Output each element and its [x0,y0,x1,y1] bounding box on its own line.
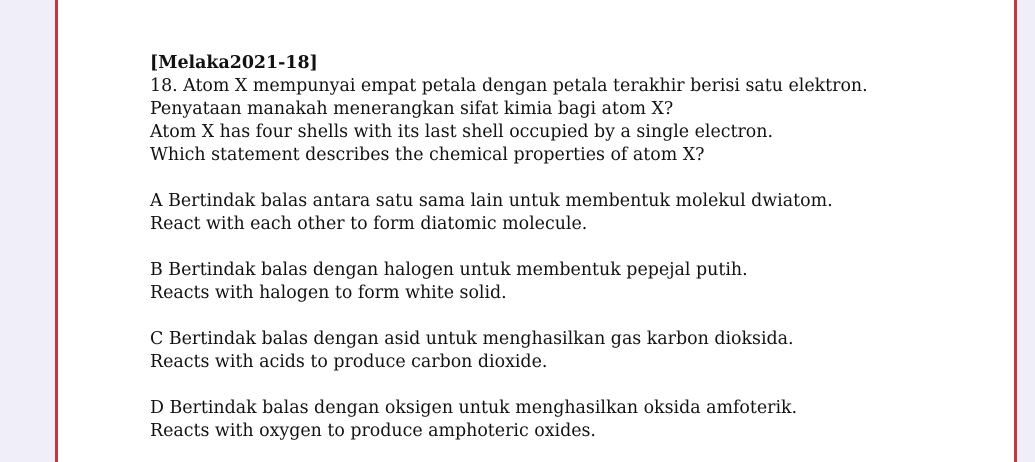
question-stem-malay-line-1: 18. Atom X mempunyai empat petala dengan petala terakhir berisi satu elektron. [150,76,868,96]
document-page [55,0,1017,462]
option-c-malay: C Bertindak balas dengan asid untuk menghasilkan gas karbon dioksida. [150,329,794,349]
question-block [150,52,1010,443]
question-stem-english-line-1: Atom X has four shells with its last shell occupied by a single electron. [150,122,773,142]
spacer [150,305,1010,328]
question-stem-malay-line-2: Penyataan manakah menerangkan sifat kimia bagi atom X? [150,99,674,119]
option-d-malay: D Bertindak balas dengan oksigen untuk menghasilkan oksida amfoterik. [150,398,798,418]
option-a [150,190,1010,236]
question-stem-english-line-2: Which statement describes the chemical properties of atom X? [150,145,705,165]
question-source-tag: [Melaka2021-18] [150,53,318,73]
option-b-english: Reacts with halogen to form white solid. [150,283,507,303]
option-b [150,259,1010,305]
spacer [150,167,1010,190]
option-b-malay: B Bertindak balas dengan halogen untuk membentuk pepejal putih. [150,260,748,280]
option-d-english: Reacts with oxygen to produce amphoteric oxides. [150,421,596,441]
option-d [150,397,1010,443]
option-c [150,328,1010,374]
option-a-english: React with each other to form diatomic molecule. [150,214,588,234]
spacer [150,374,1010,397]
option-c-english: Reacts with acids to produce carbon dioxide. [150,352,548,372]
spacer [150,236,1010,259]
option-a-malay: A Bertindak balas antara satu sama lain untuk membentuk molekul dwiatom. [150,191,833,211]
